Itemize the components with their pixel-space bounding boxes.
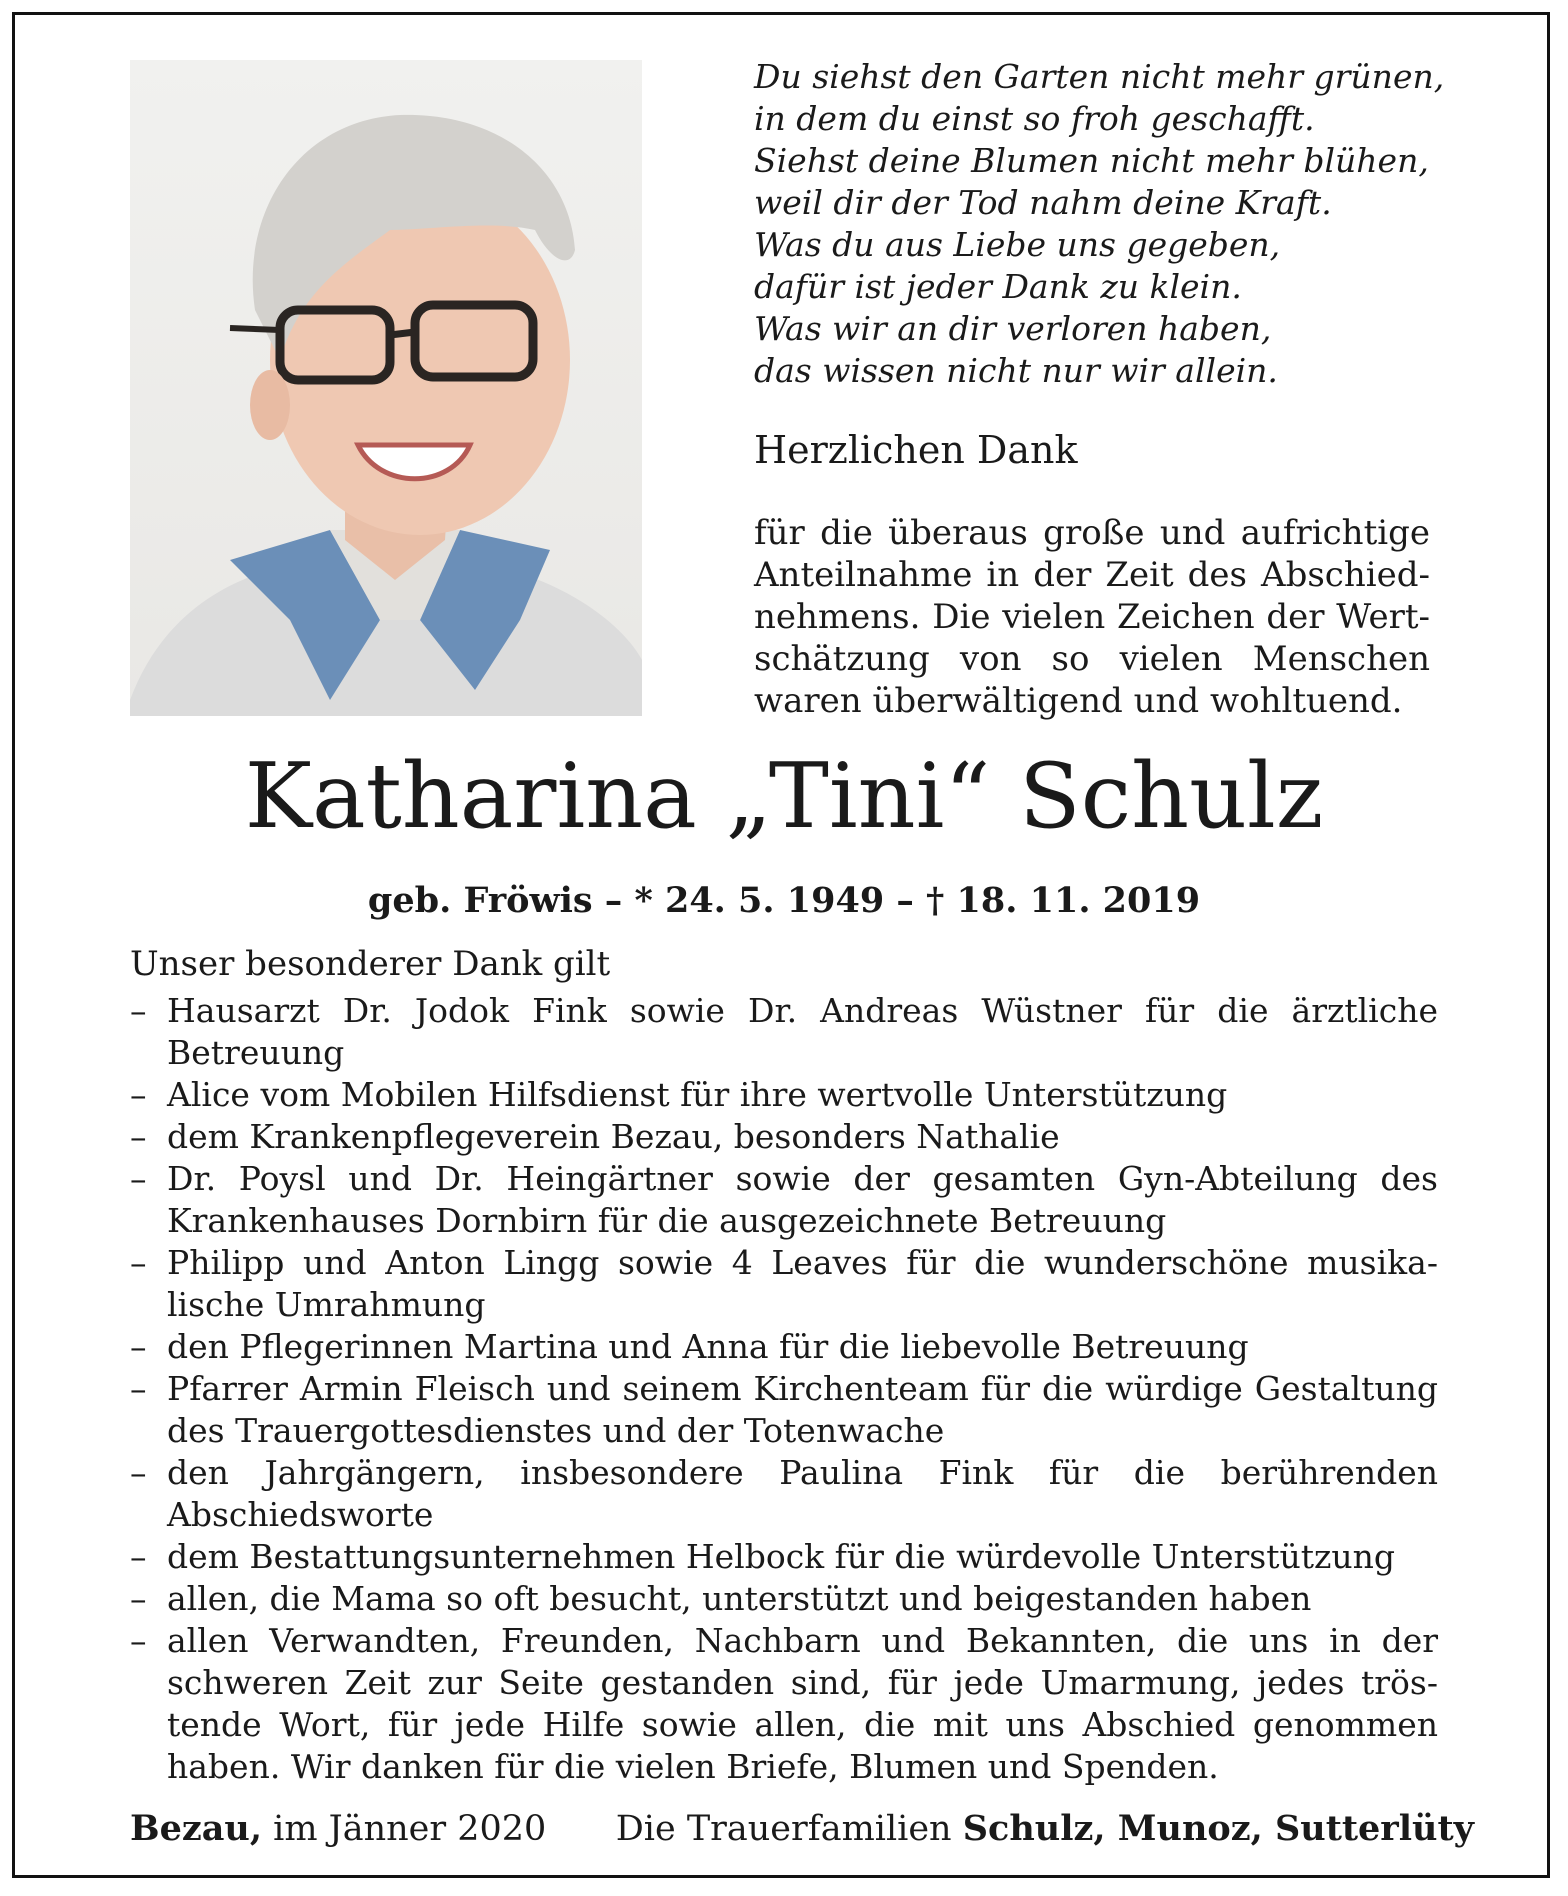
- footer: [130, 1808, 1474, 1849]
- footer-date: im Jänner 2020: [262, 1809, 547, 1849]
- footer-families-prefix: Die Trauerfamilien: [615, 1809, 963, 1849]
- footer-place-date: [130, 1808, 546, 1849]
- poem-line: weil dir der Tod nahm deine Kraft.: [754, 183, 1332, 222]
- birth-death-line: geb. Fröwis – * 24. 5. 1949 – † 18. 11. 2019: [367, 880, 1201, 921]
- thanks-heading: Herzlichen Dank: [754, 428, 1078, 472]
- portrait-illustration: [130, 60, 642, 716]
- thanks-text: für die überaus große und aufrichtige Anteilnahme in der Zeit des Abschiednehmens. Die vielen Zeichen der Wertschätzung von so vielen Menschen waren überwältigend und wohltuend.: [754, 513, 1430, 721]
- list-item: – den Pflegerinnen Martina und Anna für die liebevolle Betreuung: [130, 1326, 1438, 1368]
- poem-line: Was wir an dir verloren haben,: [754, 309, 1272, 348]
- poem-line: Siehst deine Blumen nicht mehr blühen,: [754, 141, 1429, 180]
- list-item: – allen Verwandten, Freunden, Nachbarn und Bekannten, die uns in der schweren Zeit zur Seite gestanden sind, für jede Umarmung, jedes tröstende Wort, für jede Hilfe sowie allen, die mit uns Abschied genommen haben. Wir danken für die vielen Briefe, Blumen und Spenden.: [130, 1620, 1438, 1788]
- footer-families: [616, 1808, 1474, 1849]
- list-item: – den Jahrgängern, insbesondere Paulina Fink für die berührenden Abschiedsworte: [130, 1452, 1438, 1536]
- footer-family-names: Schulz, Munoz, Sutterlüty: [962, 1808, 1474, 1849]
- poem-line: Du siehst den Garten nicht mehr grünen,: [754, 57, 1445, 96]
- poem-line: Was du aus Liebe uns gegeben,: [754, 225, 1281, 264]
- poem: [754, 56, 1474, 392]
- list-item: – allen, die Mama so oft besucht, unterstützt und beigestanden haben: [130, 1578, 1438, 1620]
- special-thanks-list: [130, 990, 1438, 1788]
- list-item: – Philipp und Anton Lingg sowie 4 Leaves für die wunderschöne musikalische Umrahmung: [130, 1242, 1438, 1326]
- special-thanks-intro: Unser besonderer Dank gilt: [130, 944, 611, 984]
- list-item: – Dr. Poysl und Dr. Heingärtner sowie der gesamten Gyn-Abteilung des Krankenhauses Dornbirn für die ausgezeichnete Betreuung: [130, 1158, 1438, 1242]
- poem-line: dafür ist jeder Dank zu klein.: [754, 267, 1242, 306]
- poem-line: das wissen nicht nur wir allein.: [754, 351, 1278, 390]
- portrait-photo: [130, 60, 642, 716]
- list-item: – Hausarzt Dr. Jodok Fink sowie Dr. Andreas Wüstner für die ärztliche Betreuung: [130, 990, 1438, 1074]
- deceased-name: Katharina „Tini“ Schulz: [244, 744, 1324, 849]
- list-item: – dem Krankenpflegeverein Bezau, besonders Nathalie: [130, 1116, 1438, 1158]
- list-item: – Pfarrer Armin Fleisch und seinem Kirchenteam für die würdige Gestaltung des Trauergottesdienstes und der Totenwache: [130, 1368, 1438, 1452]
- footer-place: Bezau,: [130, 1808, 263, 1849]
- list-item: – Alice vom Mobilen Hilfsdienst für ihre wertvolle Unterstützung: [130, 1074, 1438, 1116]
- list-item: – dem Bestattungsunternehmen Helbock für die würdevolle Unterstützung: [130, 1536, 1438, 1578]
- poem-line: in dem du einst so froh geschafft.: [754, 99, 1315, 138]
